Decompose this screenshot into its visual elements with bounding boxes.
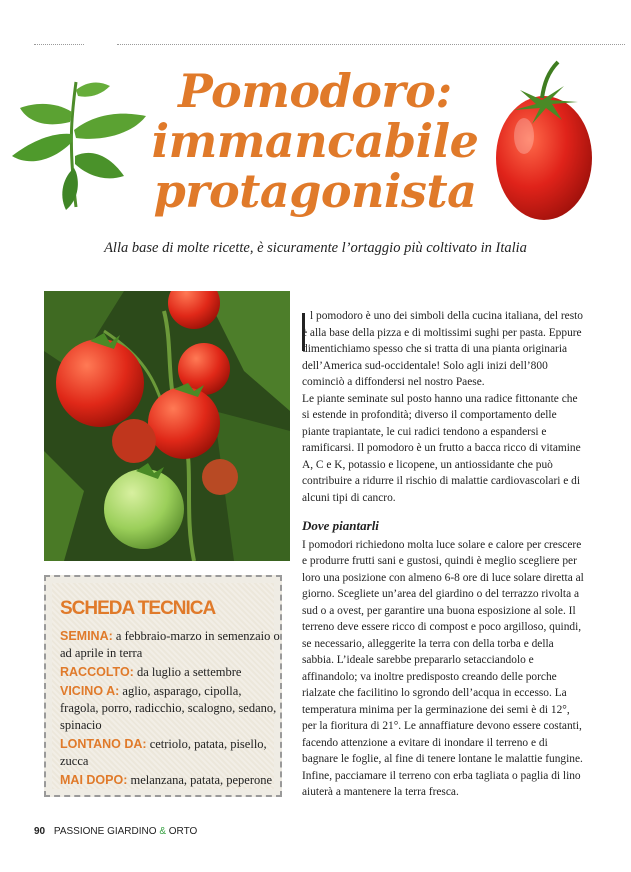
magazine-name-suffix: ORTO <box>168 826 198 837</box>
info-row-vicino: VICINO A: aglio, asparago, cipolla, fragola, porro, radicchio, scalogno, sedano, spinacio <box>60 684 277 732</box>
page-title: Pomodoro: immancabile protagonista <box>151 64 479 218</box>
info-row-lontano: LONTANO DA: cetriolo, patata, pisello, zucca <box>60 737 267 768</box>
top-rule-right <box>117 44 625 45</box>
tomato-leaf-icon <box>6 72 156 212</box>
tomato-plant-photo <box>44 291 290 561</box>
info-card-title: SCHEDA TECNICA <box>60 598 216 619</box>
section-heading: Dove piantarli <box>302 518 379 533</box>
magazine-name: PASSIONE GIARDINO <box>53 826 157 837</box>
page-subtitle: Alla base di molte ricette, è sicuramente l’ortaggio più coltivato in Italia <box>104 240 527 256</box>
article-paragraph: I pomodori richiedono molta luce solare e calore per crescere e produrre frutti sani e gustosi, quindi è meglio scegliere per loro una posizione con almeno 6-8 ore di luce solare diretta al giorno. Scegliete un’area del giardino o del terrazzo rivolta a sud o a ovest, per garantire una buona esposizione al sole. Il terreno deve essere ricco di compost e poco argilloso, quindi, se necessario, alleggerite la terra con della torba e della sabbia. L’ideale sarebbe prepararlo setacciandolo e affinandolo; va inoltre predisposto creando delle porche rialzate che facilitino lo sgrondo dell’acqua in eccesso. La temperatura minima per la germinazione dei semi è di 12°, per la fioritura di 21°. Le annaffiature devono essere costanti, facendo attenzione a evitare di inondare il terreno e di bagnare le foglie, al fine di tenere lontane le malattie fungine. Infine, pacciamare il terreno con erba tagliata o paglia di lino aiuterà a mantenere la terra fresca. <box>302 538 584 798</box>
article-paragraph: l pomodoro è uno dei simboli della cucina italiana, del resto è alla base della pizza e di moltissimi sughi per pasta. Eppure dimentichiamo spesso che si tratta di una pianta originaria dell’America sud-occidentale! Solo agli inizi dell’800 cominciò a diffondersi nel nostro Paese. <box>302 310 583 388</box>
info-row-semina: SEMINA: a febbraio-marzo in semenzaio o ad aprile in terra <box>60 629 280 660</box>
article-body <box>302 308 584 801</box>
page-number: 90 <box>34 826 46 837</box>
magazine-ampersand: & <box>159 826 166 837</box>
info-card-body <box>60 628 280 791</box>
tomato-fruit-icon <box>486 58 608 226</box>
article-paragraph: Le piante seminate sul posto hanno una radice fittonante che si estende in profondità; diverso il comportamento delle piante trapiantate, le cui radici tendono a espandersi e ramificarsi. Il pomodoro è un frutto a bacca ricco di vitamine A, C e K, potassio e licopene, un antiossidante che può contribuire a ridurre il rischio di malattie cardiovascolari e di alcuni tipi di cancro. <box>302 392 581 504</box>
info-row-mai-dopo: MAI DOPO: melanzana, patata, peperone <box>60 773 273 787</box>
page-footer <box>34 826 197 837</box>
info-row-raccolto: RACCOLTO: da luglio a settembre <box>60 665 242 679</box>
top-rule-left <box>34 44 84 45</box>
